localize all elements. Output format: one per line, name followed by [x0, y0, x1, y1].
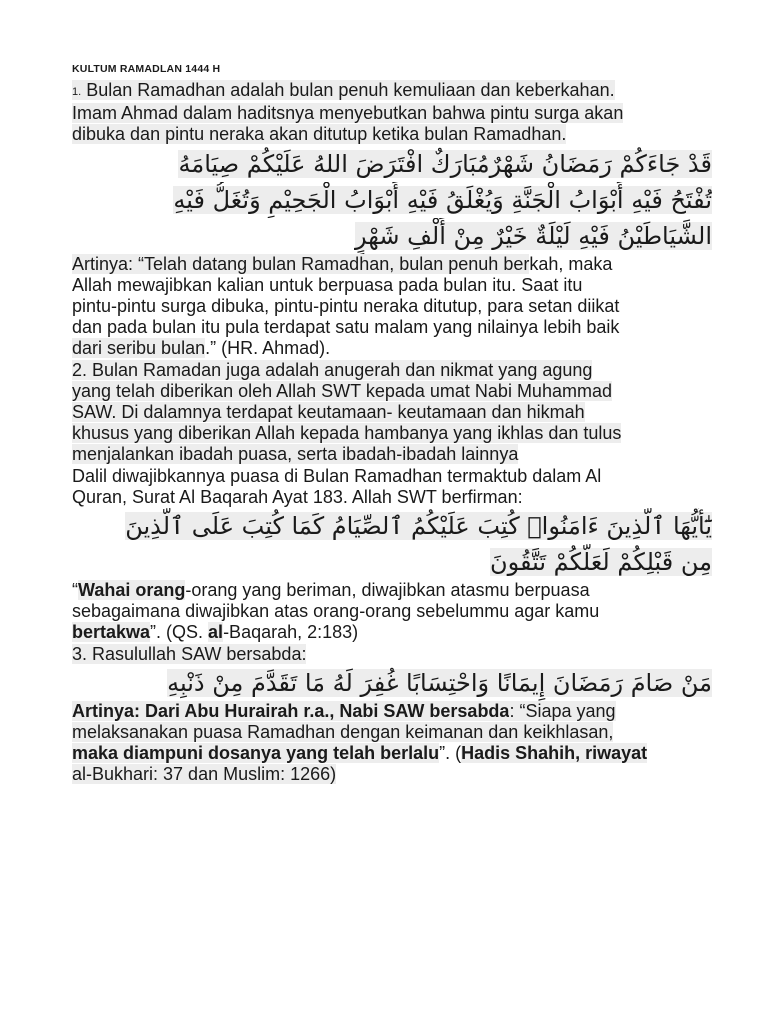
translation-3-line-3: maka diampuni dosanya yang telah berlalu”. (Hadis Shahih, riwayat	[72, 743, 648, 764]
verse-translation-line-2: sebagaimana diwajibkan atas orang-orang sebelummu agar kamu	[72, 601, 600, 622]
translation-3-line-1: Artinya: Dari Abu Hurairah r.a., Nabi SAW bersabda: “Siapa yang	[72, 700, 616, 721]
arabic-hadith-1-line-1: قَدْ جَاءَكُمْ رَمَضَانُ شَهْرٌمُبَارَكٌ افْتَرَضَ اللهُ عَلَيْكُمْ صِيَامَهُ	[178, 149, 712, 178]
paragraph-1-line-1	[72, 80, 712, 103]
paragraph-2-line-1: 2. Bulan Ramadan juga adalah anugerah dan nikmat yang agung	[72, 359, 593, 380]
paragraph-3-line-1: 3. Rasulullah SAW bersabda:	[72, 643, 307, 664]
translation-1-line-4: dan pada bulan itu pula terdapat satu malam yang nilainya lebih baik	[72, 317, 620, 338]
paragraph-2-line-4: khusus yang diberikan Allah kepada hambanya yang ikhlas dan tulus	[72, 423, 622, 444]
translation-1-line-5: dari seribu bulan.” (HR. Ahmad).	[72, 338, 331, 359]
paragraph-1-number: 1.	[72, 86, 82, 98]
translation-3-line-4: al-Bukhari: 37 dan Muslim: 1266)	[72, 764, 337, 785]
verse-translation-line-3: bertakwa”. (QS. al-Baqarah, 2:183)	[72, 622, 359, 643]
paragraph-1-text-1: Bulan Ramadhan adalah bulan penuh kemuliaan dan keberkahan.	[81, 80, 615, 100]
document-title: KULTUM RAMADLAN 1444 H	[72, 63, 221, 75]
arabic-hadith-1-line-3: الشَّيَاطَيْنُ فَيْهِ لَيْلَةٌ خَيْرٌ مِنْ أَلْفِ شَهْرٍ	[355, 221, 712, 250]
translation-1-line-1: Artinya: “Telah datang bulan Ramadhan, bulan penuh berkah, maka	[72, 253, 613, 274]
paragraph-1-line-3: dibuka dan pintu neraka akan ditutup ketika bulan Ramadhan.	[72, 124, 567, 145]
paragraph-2-line-5: menjalankan ibadah puasa, serta ibadah-ibadah lainnya	[72, 444, 519, 465]
arabic-hadith-1-line-2: تُفْتَحُ فَيْهِ أَبْوَابُ الْجَنَّةِ وَيُغْلَقُ فَيْهِ أَبْوَابُ الْجَحِيْمِ وَتُغَلُّ فَيْهِ	[173, 185, 712, 214]
arabic-hadith-3-line-1: مَنْ صَامَ رَمَضَانَ إِيمَانًا وَاحْتِسَابًا غُفِرَ لَهُ مَا تَقَدَّمَ مِنْ ذَنْبِهِ	[167, 668, 712, 697]
paragraph-1-line-2: Imam Ahmad dalam haditsnya menyebutkan bahwa pintu surga akan	[72, 103, 624, 124]
paragraph-2-line-7: Quran, Surat Al Baqarah Ayat 183. Allah SWT berfirman:	[72, 486, 523, 507]
translation-1-line-3: pintu-pintu surga dibuka, pintu-pintu neraka ditutup, para setan diikat	[72, 296, 620, 317]
document-body	[72, 62, 712, 786]
paragraph-2-line-6: Dalil diwajibkannya puasa di Bulan Ramadhan termaktub dalam Al	[72, 465, 602, 486]
paragraph-2-line-2: yang telah diberikan oleh Allah SWT kepada umat Nabi Muhammad	[72, 380, 612, 401]
verse-translation-line-1: “Wahai orang-orang yang beriman, diwajibkan atasmu berpuasa	[72, 580, 590, 601]
paragraph-2-line-3: SAW. Di dalamnya terdapat keutamaan- keutamaan dan hikmah	[72, 402, 585, 423]
translation-3-line-2: melaksanakan puasa Ramadhan dengan keimanan dan keikhlasan,	[72, 722, 614, 743]
arabic-verse-line-2: مِن قَبْلِكُمْ لَعَلَّكُمْ تَتَّقُونَ	[489, 548, 712, 577]
arabic-verse-line-1: يَٰٓأَيُّهَا ٱلَّذِينَ ءَامَنُوا۟ كُتِبَ عَلَيْكُمُ ٱلصِّيَامُ كَمَا كُتِبَ عَلَى ٱلَّذِينَ	[125, 512, 712, 541]
translation-1-line-2: Allah mewajibkan kalian untuk berpuasa pada bulan itu. Saat itu	[72, 274, 583, 295]
